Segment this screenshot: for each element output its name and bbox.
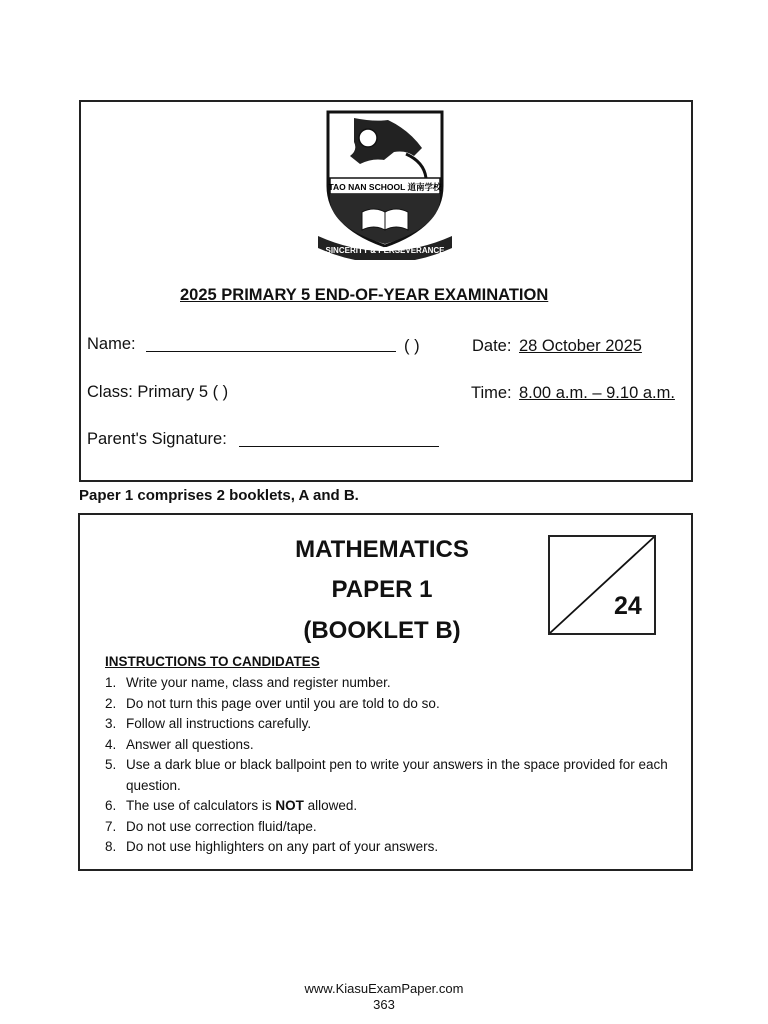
paper-number: PAPER 1 (331, 576, 433, 603)
time-value: 8.00 a.m. – 9.10 a.m. (519, 384, 675, 402)
instruction-item: 2. Do not turn this page over until you are told to do so. (105, 695, 440, 711)
register-brackets: ( ) (404, 337, 420, 355)
instruction-item: 1. Write your name, class and register number. (105, 675, 391, 690)
date-label: Date: (472, 337, 512, 355)
school-crest-logo (314, 108, 456, 260)
time-label: Time: (471, 384, 512, 402)
class-label: Class: Primary 5 ( ) (87, 383, 229, 401)
parent-signature-line (239, 446, 439, 447)
name-label: Name: (87, 335, 136, 353)
crest-motto: SINCERITY & PERSEVERANCE (325, 246, 445, 255)
instruction-item: 3. Follow all instructions carefully. (105, 716, 312, 731)
instruction-item: 4. Answer all questions. (105, 736, 254, 752)
instruction-item: 8. Do not use highlighters on any part of your answers. (105, 839, 439, 854)
instructions-heading: INSTRUCTIONS TO CANDIDATES (105, 654, 320, 669)
date-value: 28 October 2025 (519, 337, 642, 355)
subject-title: MATHEMATICS (295, 536, 469, 563)
page-number: 363 (373, 997, 395, 1012)
booklet-label: (BOOKLET B) (303, 617, 461, 644)
crest-school-name: TAO NAN SCHOOL 道南学校 (328, 182, 442, 192)
name-line (146, 351, 396, 352)
footer-website: www.KiasuExamPaper.com (304, 981, 464, 996)
exam-title: 2025 PRIMARY 5 END-OF-YEAR EXAMINATION (180, 286, 549, 304)
booklet-note: Paper 1 comprises 2 booklets, A and B. (79, 487, 359, 504)
instruction-item: 5. Use a dark blue or black ballpoint pen to write your answers in the space provided for each question. (105, 757, 668, 793)
instruction-item: 7. Do not use correction fluid/tape. (105, 818, 317, 834)
instructions-list (105, 673, 685, 858)
parent-signature-label: Parent's Signature: (87, 430, 227, 448)
instruction-item: 6. The use of calculators is NOT allowed. (105, 798, 358, 813)
total-marks: 24 (614, 592, 642, 620)
